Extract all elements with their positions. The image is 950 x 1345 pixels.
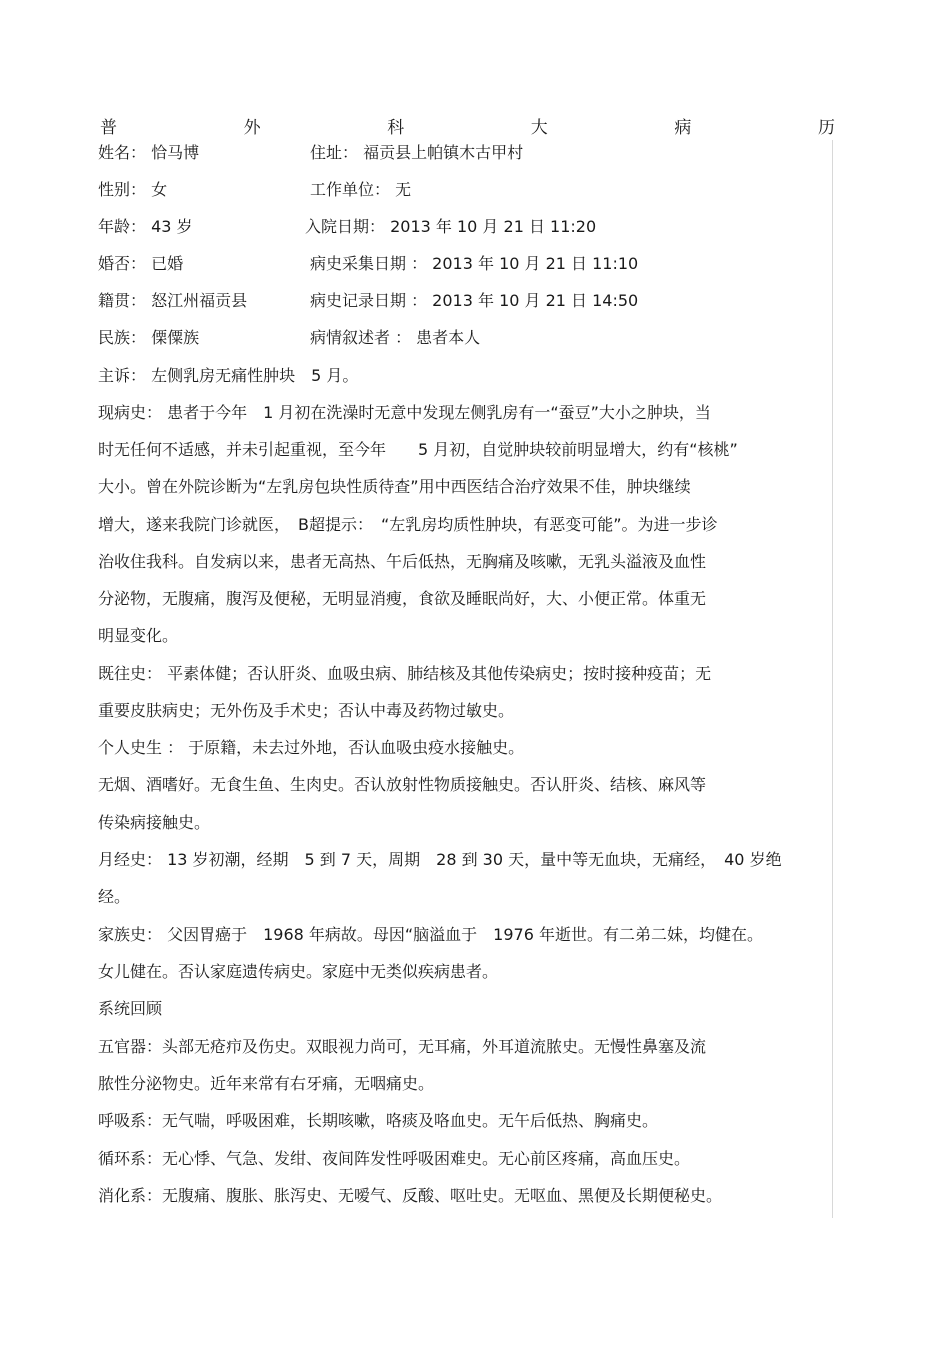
present-illness-line: 分泌物，无腹痛，腹泻及便秘，无明显消瘦，食欲及睡眠尚好，大、小便正常。体重无	[98, 589, 707, 608]
personal-history-line: 个人史生 ： 于原籍，未去过外地，否认血吸虫疫水接触史。	[98, 738, 525, 757]
present-illness-line: 治收住我科。自发病以来，患者无高热、午后低热，无胸痛及咳嗽，无乳头溢液及血性	[98, 552, 707, 571]
past-history-line: 重要皮肤病史；无外伤及手术史；否认中毒及药物过敏史。	[98, 701, 515, 720]
patient-ethnicity: 民族： 傈僳族	[98, 328, 200, 347]
personal-history-line: 无烟、酒嗜好。无食生鱼、生肉史。否认放射性物质接触史。否认肝炎、结核、麻风等	[98, 775, 707, 794]
patient-work-unit: 工作单位： 无	[310, 180, 412, 199]
patient-native-place: 籍贯： 怒江州福贡县	[98, 291, 248, 310]
menstrual-history-line: 经。	[98, 887, 131, 906]
title-char: 普	[100, 118, 117, 138]
family-history-line: 女儿健在。否认家庭遗传病史。家庭中无类似疾病患者。	[98, 962, 499, 981]
title-char: 大	[530, 118, 548, 138]
review-ent-line: 脓性分泌物史。近年来常有右牙痛，无咽痛史。	[98, 1074, 435, 1093]
systems-review-heading: 系统回顾	[98, 999, 163, 1018]
patient-age: 年龄： 43 岁	[98, 217, 193, 236]
patient-marital-status: 婚否： 已婚	[98, 254, 184, 273]
history-collection-date: 病史采集日期 ： 2013 年 10 月 21 日 11:10	[310, 254, 639, 273]
patient-sex: 性别： 女	[98, 180, 168, 199]
menstrual-history-line: 月经史： 13 岁初潮，经期 5 到 7 天，周期 28 到 30 天，量中等无血块，无痛经， 40 岁绝	[98, 850, 782, 869]
review-circulatory: 循环系：无心悸、气急、发绀、夜间阵发性呼吸困难史。无心前区疼痛，高血压史。	[98, 1149, 691, 1168]
past-history-line: 既往史： 平素体健；否认肝炎、血吸虫病、肺结核及其他传染病史；按时接种疫苗；无	[98, 664, 712, 683]
title-char: 病	[674, 118, 692, 138]
admission-date: 入院日期： 2013 年 10 月 21 日 11:20	[305, 217, 597, 236]
title-char: 历	[817, 118, 835, 138]
patient-address: 住址： 福贡县上帕镇木古甲村	[310, 143, 524, 162]
chief-complaint: 主诉： 左侧乳房无痛性肿块 5 月。	[98, 366, 359, 385]
present-illness-line: 现病史： 患者于今年 1 月初在洗澡时无意中发现左侧乳房有一“蚕豆”大小之肿块，当	[98, 403, 711, 422]
personal-history-line: 传染病接触史。	[98, 813, 211, 832]
right-margin-line	[832, 140, 833, 1218]
history-record-date: 病史记录日期 ： 2013 年 10 月 21 日 14:50	[310, 291, 639, 310]
title-char: 科	[387, 118, 405, 138]
present-illness-line: 增大，遂来我院门诊就医， B超提示： “左乳房均质性肿块，有恶变可能”。为进一步诊	[98, 515, 718, 534]
present-illness-line: 时无任何不适感，并未引起重视，至今年 5 月初，自觉肿块较前明显增大，约有“核桃”	[98, 440, 738, 459]
family-history-line: 家族史： 父因胃癌于 1968 年病故。母因“脑溢血于 1976 年逝世。有二弟二妹，均健在。	[98, 925, 763, 944]
title-char: 外	[243, 118, 261, 138]
history-narrator: 病情叙述者 ： 患者本人	[310, 328, 481, 347]
present-illness-line: 明显变化。	[98, 626, 179, 645]
patient-name: 姓名： 恰马博	[98, 143, 200, 162]
present-illness-line: 大小。曾在外院诊断为“左乳房包块性质待查”用中西医结合治疗效果不佳，肿块继续	[98, 477, 691, 496]
review-respiratory: 呼吸系：无气喘，呼吸困难，长期咳嗽，咯痰及咯血史。无午后低热、胸痛史。	[98, 1111, 659, 1130]
review-ent-line: 五官器：头部无疮疖及伤史。双眼视力尚可，无耳痛，外耳道流脓史。无慢性鼻塞及流	[98, 1037, 707, 1056]
review-digestive: 消化系：无腹痛、腹胀、胀泻史、无嗳气、反酸、呕吐史。无呕血、黑便及长期便秘史。	[98, 1186, 723, 1205]
document-title	[100, 116, 835, 140]
